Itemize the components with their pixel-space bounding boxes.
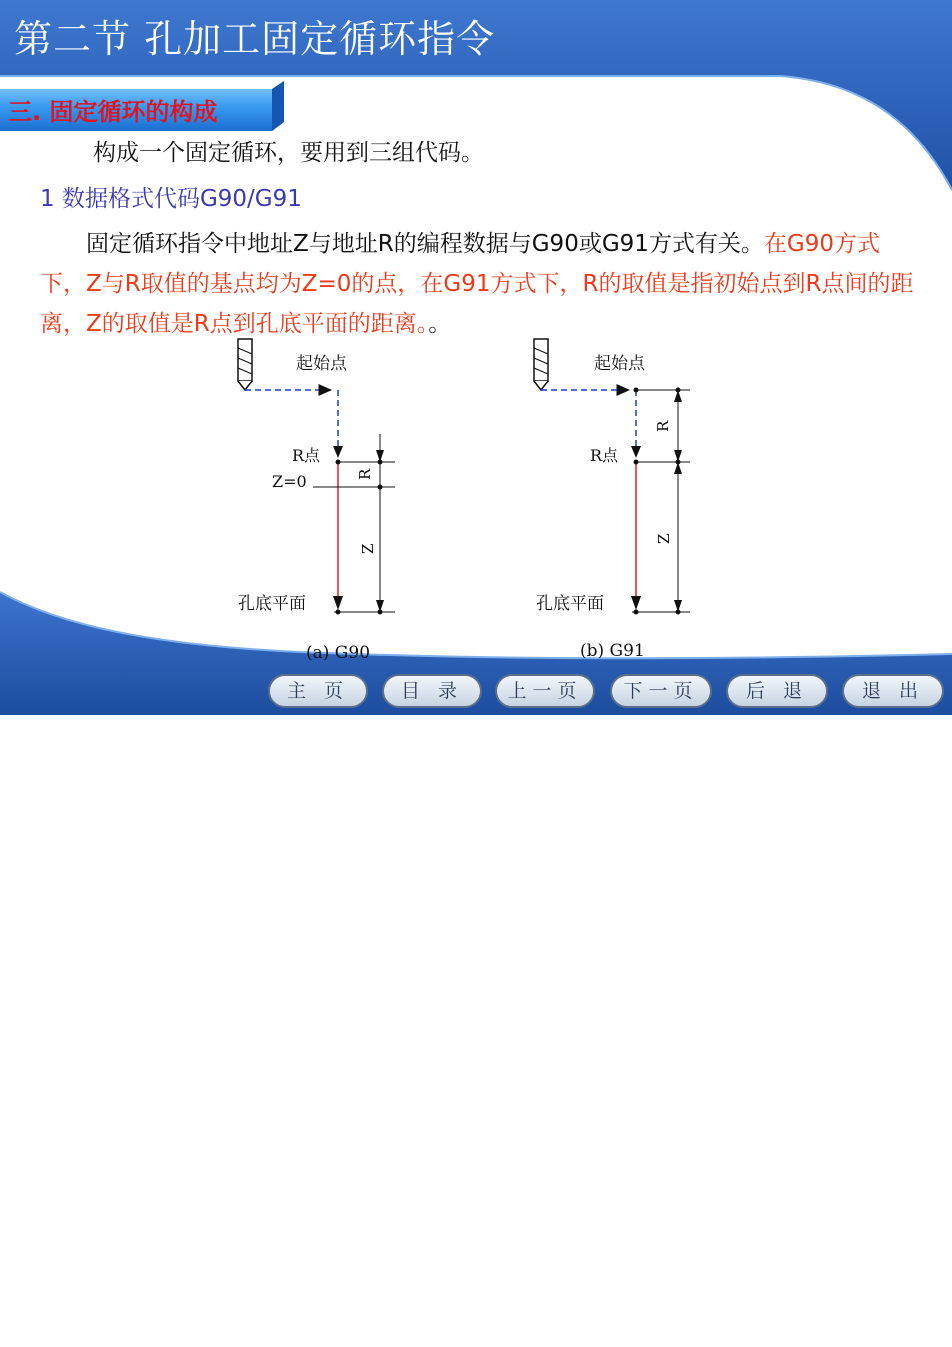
contents-button[interactable]: 目 录 — [382, 674, 482, 708]
g90-g91-diagram — [220, 334, 720, 666]
back-button[interactable]: 后 退 — [726, 674, 828, 708]
label-start-b: 起始点 — [594, 354, 645, 374]
home-button[interactable]: 主 页 — [268, 674, 368, 708]
paragraph-red: 在G90方式下，Z与R取值的基点均为Z=0的点，在G91方式下，R的取值是指初始点到R点间的距离，Z的取值是R点到孔底平面的距离。 — [40, 231, 914, 337]
paragraph — [40, 224, 920, 344]
exit-button[interactable]: 退 出 — [842, 674, 944, 708]
caption-b: (b) G91 — [580, 641, 645, 661]
label-start-a: 起始点 — [296, 354, 347, 374]
diagram-g91 — [534, 339, 690, 661]
diagram-g90 — [238, 339, 395, 663]
label-z-zero: Z=0 — [272, 472, 307, 491]
next-page-button[interactable]: 下一页 — [610, 674, 712, 708]
intro-text: 构成一个固定循环，要用到三组代码。 — [93, 140, 484, 166]
caption-a: (a) G90 — [306, 643, 371, 663]
dim-z-a: Z — [359, 543, 377, 554]
label-bottom-a: 孔底平面 — [238, 594, 306, 614]
subheading: 1 数据格式代码G90/G91 — [40, 186, 302, 212]
slide-title: 第二节 孔加工固定循环指令 — [14, 17, 496, 61]
dim-z-b: Z — [655, 533, 673, 544]
label-r-point-b: R点 — [590, 446, 619, 465]
prev-page-button[interactable]: 上一页 — [495, 674, 595, 708]
dim-r-b: R — [654, 420, 672, 432]
paragraph-black: 固定循环指令中地址Z与地址R的编程数据与G90或G91方式有关。 — [86, 231, 764, 257]
label-r-point-a: R点 — [292, 446, 321, 465]
paragraph-end: 。 — [428, 311, 452, 337]
drill-icon — [238, 339, 252, 390]
section-heading: 三. 固定循环的构成 — [8, 98, 218, 126]
label-bottom-b: 孔底平面 — [536, 594, 604, 614]
drill-icon — [534, 339, 548, 390]
dim-r-a: R — [356, 468, 374, 480]
